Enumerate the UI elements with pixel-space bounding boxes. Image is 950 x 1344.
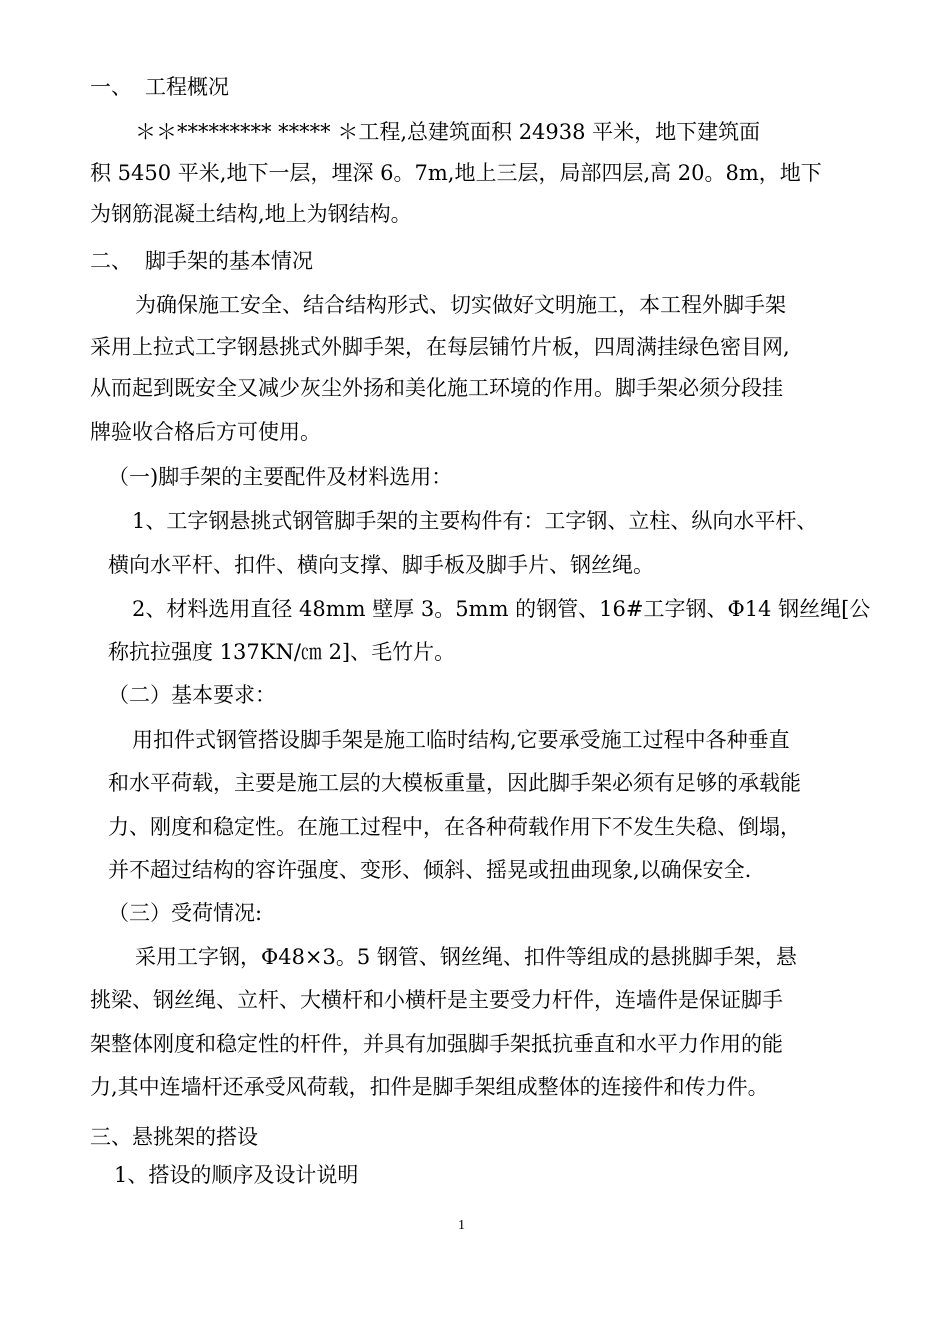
section-2-title: 脚手架的基本情况 [145, 249, 313, 273]
section-2-heading [90, 246, 313, 276]
subsection-3-line: 挑梁、钢丝绳、立杆、大横杆和小横杆是主要受力杆件，连墙件是保证脚手 [90, 988, 783, 1012]
section-1-paragraph-line: ＊＊********* ***** ＊工程,总建筑面积 24938 平米，地下建筑面 [135, 120, 761, 144]
subsection-1-line: 2、材料选用直径 48mm 壁厚 3。5mm 的钢管、16#工字钢、Φ14 钢丝绳[公 [132, 597, 871, 621]
section-2-intro-line: 从而起到既安全又减少灰尘外扬和美化施工环境的作用。脚手架必须分段挂 [90, 376, 783, 400]
section-1-heading [90, 72, 229, 102]
section-3-heading: 三、悬挑架的搭设 [90, 1125, 258, 1149]
section-1-title: 工程概况 [145, 75, 229, 99]
section-2-intro-line: 为确保施工安全、结合结构形式、切实做好文明施工，本工程外脚手架 [135, 293, 786, 317]
subsection-3-title: （三）受荷情况: [108, 901, 263, 925]
subsection-3-line: 采用工字钢，Φ48×3。5 钢管、钢丝绳、扣件等组成的悬挑脚手架，悬 [135, 945, 797, 969]
subsection-1-line: 1、工字钢悬挑式钢管脚手架的主要构件有：工字钢、立柱、纵向水平杆、 [132, 509, 818, 533]
subsection-2-line: 并不超过结构的容许强度、变形、倾斜、摇晃或扭曲现象,以确保安全. [108, 858, 752, 882]
section-1-paragraph-line: 为钢筋混凝土结构,地上为钢结构。 [90, 202, 412, 226]
subsection-3-line: 架整体刚度和稳定性的杆件，并具有加强脚手架抵抗垂直和水平力作用的能 [90, 1032, 783, 1056]
subsection-1-line: 横向水平杆、扣件、横向支撑、脚手板及脚手片、钢丝绳。 [108, 553, 654, 577]
page-number: 1 [458, 1218, 465, 1233]
subsection-2-title: （二）基本要求： [108, 683, 276, 707]
subsection-2-line: 和水平荷载，主要是施工层的大模板重量，因此脚手架必须有足够的承载能 [108, 771, 801, 795]
subsection-3-line: 力,其中连墙杆还承受风荷载，扣件是脚手架组成整体的连接件和传力件。 [90, 1075, 769, 1099]
subsection-1-title: （一)脚手架的主要配件及材料选用： [108, 465, 453, 489]
section-2-intro-line: 牌验收合格后方可使用。 [90, 420, 321, 444]
section-3-subheading: 1、搭设的顺序及设计说明 [114, 1163, 359, 1187]
subsection-1-line: 称抗拉强度 137KN/㎝ 2]、毛竹片。 [108, 640, 456, 664]
section-1-paragraph-line: 积 5450 平米,地下一层，埋深 6。7m,地上三层，局部四层,高 20。8m，地下 [90, 161, 822, 185]
subsection-2-line: 力、刚度和稳定性。在施工过程中，在各种荷载作用下不发生失稳、倒塌， [108, 815, 801, 839]
section-2-intro-line: 采用上拉式工字钢悬挑式外脚手架，在每层铺竹片板，四周满挂绿色密目网, [90, 335, 790, 359]
section-2-number: 二、 [90, 249, 132, 273]
subsection-2-line: 用扣件式钢管搭设脚手架是施工临时结构,它要承受施工过程中各种垂直 [132, 728, 790, 752]
section-1-number: 一、 [90, 75, 132, 99]
